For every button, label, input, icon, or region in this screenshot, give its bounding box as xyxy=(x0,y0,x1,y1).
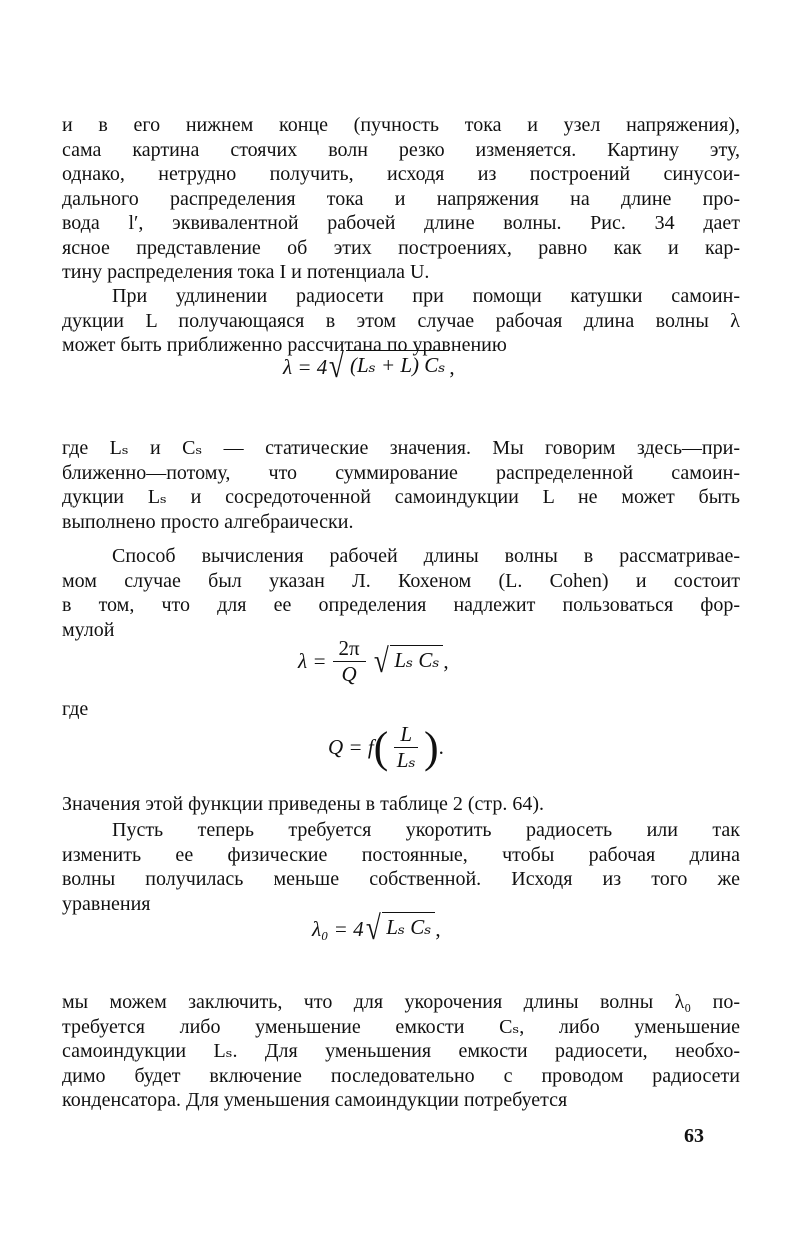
numerator: L xyxy=(394,722,418,748)
text-line: дукции L получающаяся в этом случае рабочая длина волны λ xyxy=(62,309,740,332)
text-line: где xyxy=(62,698,89,720)
text-line: конденсатора. Для уменьшения самоиндукции потребуется xyxy=(62,1089,568,1111)
text-line: мулой xyxy=(62,618,115,641)
text-line: вода l′, эквивалентной рабочей длине волны. Рис. 34 дает xyxy=(62,212,740,234)
text-line: При удлинении радиосети при помощи катушки самоин- xyxy=(112,285,740,307)
paragraph-3 xyxy=(62,436,740,534)
text-line: Пусть теперь требуется укоротить радиосеть или так xyxy=(112,819,740,841)
square-root: √ Lₛ Cₛ xyxy=(364,912,436,946)
square-root: √ Lₛ Cₛ xyxy=(372,645,444,679)
text-line: может быть приближенно рассчитана по уравнению xyxy=(62,334,507,356)
text-line: мы можем заключить, что для укорочения длины волны λ₀ по- xyxy=(62,991,740,1013)
text-line: ясное представление об этих построениях, равно как и кар- xyxy=(62,236,740,259)
text-line: дукции Lₛ и сосредоточенной самоиндукции L не может быть xyxy=(62,486,740,508)
formula-tail: , xyxy=(443,649,449,673)
paragraph-where xyxy=(62,697,740,722)
text-line: уравнения xyxy=(62,892,151,915)
paragraph-5 xyxy=(62,792,740,817)
denominator: Lₛ xyxy=(396,748,416,772)
text-line: ближенно—потому, что суммирование распределенной самоин- xyxy=(62,461,740,484)
text-line: дального распределения тока и напряжения на длине про- xyxy=(62,187,740,210)
paragraph-7 xyxy=(62,990,740,1113)
text-line: Способ вычисления рабочей длины волны в рассматривае- xyxy=(112,545,740,567)
formula-lambda0 xyxy=(312,912,441,946)
text-line: сама картина стоячих волн резко изменяется. Картину эту, xyxy=(62,138,740,161)
formula-tail: , xyxy=(435,916,441,941)
formula-lhs: λ = xyxy=(298,649,327,673)
formula-lambda-coil xyxy=(283,350,455,384)
page-number: 63 xyxy=(684,1125,704,1147)
paragraph-2 xyxy=(62,284,740,358)
text-line: тину распределения тока I и потенциала U. xyxy=(62,261,430,283)
text-line: требуется либо уменьшение емкости Cₛ, либо уменьшение xyxy=(62,1015,740,1038)
text-line: и в его нижнем конце (пучность тока и узел напряжения), xyxy=(62,114,740,136)
text-line: изменить ее физические постоянные, чтобы рабочая длина xyxy=(62,843,740,866)
paragraph-1 xyxy=(62,113,740,285)
text-line: мом случае был указан Л. Кохеном (L. Cohen) и состоит xyxy=(62,569,740,592)
square-root: √ (Lₛ + L) Cₛ xyxy=(327,350,449,384)
paragraph-6 xyxy=(62,818,740,916)
text-line: волны получилась меньше собственной. Исходя из того же xyxy=(62,868,740,890)
formula-lhs: λ₀ = 4 xyxy=(312,916,364,941)
text-line: в том, что для ее определения надлежит пользоваться фор- xyxy=(62,594,740,616)
paragraph-4 xyxy=(62,544,740,642)
numerator: 2π xyxy=(333,636,366,662)
formula-tail: , xyxy=(449,354,455,379)
formula-q: Q = f ( $\frac{L}{\text{Lₛ}}$ ) . xyxy=(328,722,444,772)
radicand: (Lₛ + L) Cₛ xyxy=(346,350,449,384)
text-line: где Lₛ и Cₛ — статические значения. Мы говорим здесь—при- xyxy=(62,437,740,459)
text-line: однако, нетрудно получить, исходя из построений синусои- xyxy=(62,163,740,185)
denominator: Q xyxy=(341,662,357,686)
text-line: самоиндукции Lₛ. Для уменьшения емкости радиосети, необхо- xyxy=(62,1040,740,1062)
fraction xyxy=(394,722,418,773)
text-line: Значения этой функции приведены в таблице 2 (стр. 64). xyxy=(62,793,545,815)
formula-tail: . xyxy=(438,735,444,759)
formula-lhs: Q = f xyxy=(328,735,374,759)
formula-cohen xyxy=(298,636,449,687)
text-line: выполнено просто алгебраически. xyxy=(62,510,354,533)
radicand: Lₛ Cₛ xyxy=(382,912,435,946)
fraction xyxy=(333,636,366,687)
radicand: Lₛ Cₛ xyxy=(390,645,443,679)
formula-lhs: λ = 4 xyxy=(283,354,328,379)
text-line: димо будет включение последовательно с проводом радиосети xyxy=(62,1064,740,1087)
